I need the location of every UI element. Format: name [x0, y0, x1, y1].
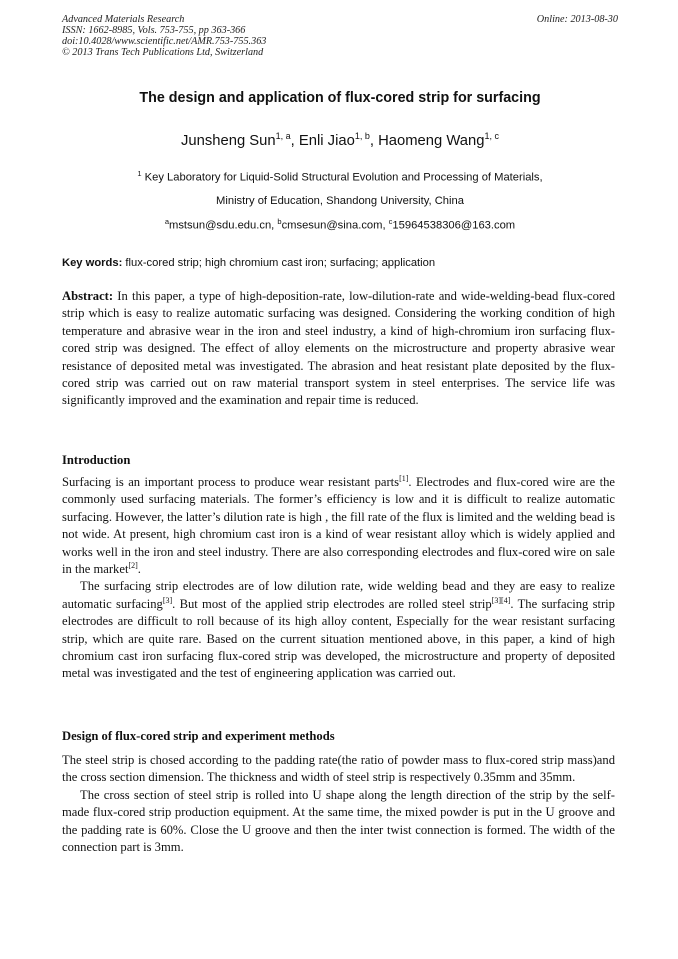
design-section — [62, 752, 615, 856]
author-superscript: 1, a — [275, 131, 291, 141]
email-address: mstsun@sdu.edu.cn — [169, 219, 272, 232]
paragraph-text: . Electrodes and flux-cored wire are the commonly used surfacing materials. The former’s efficiency is low and it is difficult to realize automatic surfacing. However, the latter’s dilution rate is high , the fill rate of the flux is limited and the welding bead is not wide. At present, high chromium cast iron is a kind of wear resistant alloy which is widely applied and works well in the iron and steel industry. There are also corresponding electrodes and flux-cored wire on sale in the market — [62, 475, 615, 577]
online-date: Online: 2013-08-30 — [536, 14, 618, 25]
email-address: 15964538306@163.com — [392, 219, 516, 232]
intro-paragraph-1 — [62, 474, 615, 578]
author-superscript: 1, c — [484, 131, 499, 141]
author-name: Junsheng Sun — [181, 132, 276, 149]
author-separator: , — [290, 132, 299, 149]
email-superscript: b — [277, 217, 282, 226]
keywords-label: Key words: — [62, 257, 123, 269]
abstract-label: Abstract: — [62, 289, 114, 303]
design-heading: Design of flux-cored strip and experiment methods — [62, 729, 335, 743]
email-address: cmsesun@sina.com — [281, 219, 383, 232]
citation[interactable]: [3][4] — [491, 595, 511, 605]
intro-paragraph-2 — [62, 578, 615, 682]
journal-name: Advanced Materials Research — [62, 14, 185, 25]
paragraph-text: . The surfacing strip electrodes are difficult to roll because of its high alloy content, Especially for the wear resistant surfacing strip, which are quite rare. Based on the current situation mentioned above, in this paper, a kind of high chromium cast iron surfacing flux-cored strip was developed, the microstructure and property of deposited metal was investigated and the test of engineering application was carried out. — [62, 596, 615, 681]
author-name: Enli Jiao — [298, 132, 355, 149]
author-separator: , — [369, 132, 379, 149]
paragraph-text: . But most of the applied strip electrodes are rolled steel strip — [172, 596, 492, 611]
citation[interactable]: [2] — [128, 560, 138, 570]
email-separator: , — [271, 219, 278, 232]
citation[interactable]: [1] — [399, 473, 409, 483]
author-list — [62, 131, 618, 149]
journal-header — [62, 14, 618, 58]
keywords-text: flux-cored strip; high chromium cast iron; surfacing; application — [122, 257, 436, 269]
issn-line: ISSN: 1662-8985, Vols. 753-755, pp 363-366 — [62, 25, 246, 36]
abstract-text: In this paper, a type of high-deposition-rate, low-dilution-rate and wide-welding-bead flux-cored strip which is easy to realize automatic surfacing was designed. Considering the working condition of high temperature and abrasive wear in the iron and steel industry, a kind of high-chromium iron surfacing flux-cored strip was designed. The effect of alloy elements on the microstructure and property abrasive wear resistance of deposited metal was investigated. The abrasion and heat resistant plate deposited by the flux-cored strip was carried out on raw material transport system in steel enterprises. The service life was significantly improved and the examination and repair time is reduced. — [62, 289, 615, 408]
design-paragraph-1: The steel strip is chosed according to the padding rate(the ratio of powder mass to flux-cored strip mass)and the cross section dimension. The thickness and width of steel strip is respectively 0.35mm and 35mm. — [62, 753, 615, 785]
abstract — [62, 288, 615, 410]
paragraph-text: Surfacing is an important process to produce wear resistant parts — [62, 475, 400, 489]
introduction-heading: Introduction — [62, 453, 131, 467]
email-separator: , — [382, 219, 389, 232]
citation[interactable]: [3] — [162, 595, 173, 605]
keywords — [62, 257, 618, 269]
affiliation-line-2: Ministry of Education, Shandong University, China — [216, 195, 464, 207]
copyright-line: © 2013 Trans Tech Publications Ltd, Switzerland — [62, 47, 264, 58]
email-line — [62, 217, 618, 232]
paper-title: The design and application of flux-cored strip for surfacing — [139, 90, 541, 106]
affiliation-superscript: 1 — [137, 169, 142, 178]
email-superscript: c — [388, 217, 393, 226]
design-paragraph-2: The cross section of steel strip is rolled into U shape along the length direction of the strip by the self-made flux-cored strip production equipment. At the same time, the mixed powder is put in the U groove and the padding rate is 60%. Close the U groove and then the inter twist connection is formed. The width of the connection part is 3mm. — [62, 787, 615, 855]
email-superscript: a — [164, 217, 170, 226]
paragraph-text: The surfacing strip electrodes are of low dilution rate, wide welding bead and they are easy to realize automatic surfacing — [62, 579, 615, 611]
doi-line: doi:10.4028/www.scientific.net/AMR.753-755.363 — [62, 36, 267, 47]
affiliation-text: Key Laboratory for Liquid-Solid Structural Evolution and Processing of Materials, — [141, 171, 543, 184]
paragraph-text: . — [137, 562, 141, 577]
introduction-section — [62, 474, 615, 683]
author-name: Haomeng Wang — [378, 132, 485, 149]
affiliation-line-1 — [62, 169, 618, 184]
author-superscript: 1, b — [354, 131, 370, 141]
